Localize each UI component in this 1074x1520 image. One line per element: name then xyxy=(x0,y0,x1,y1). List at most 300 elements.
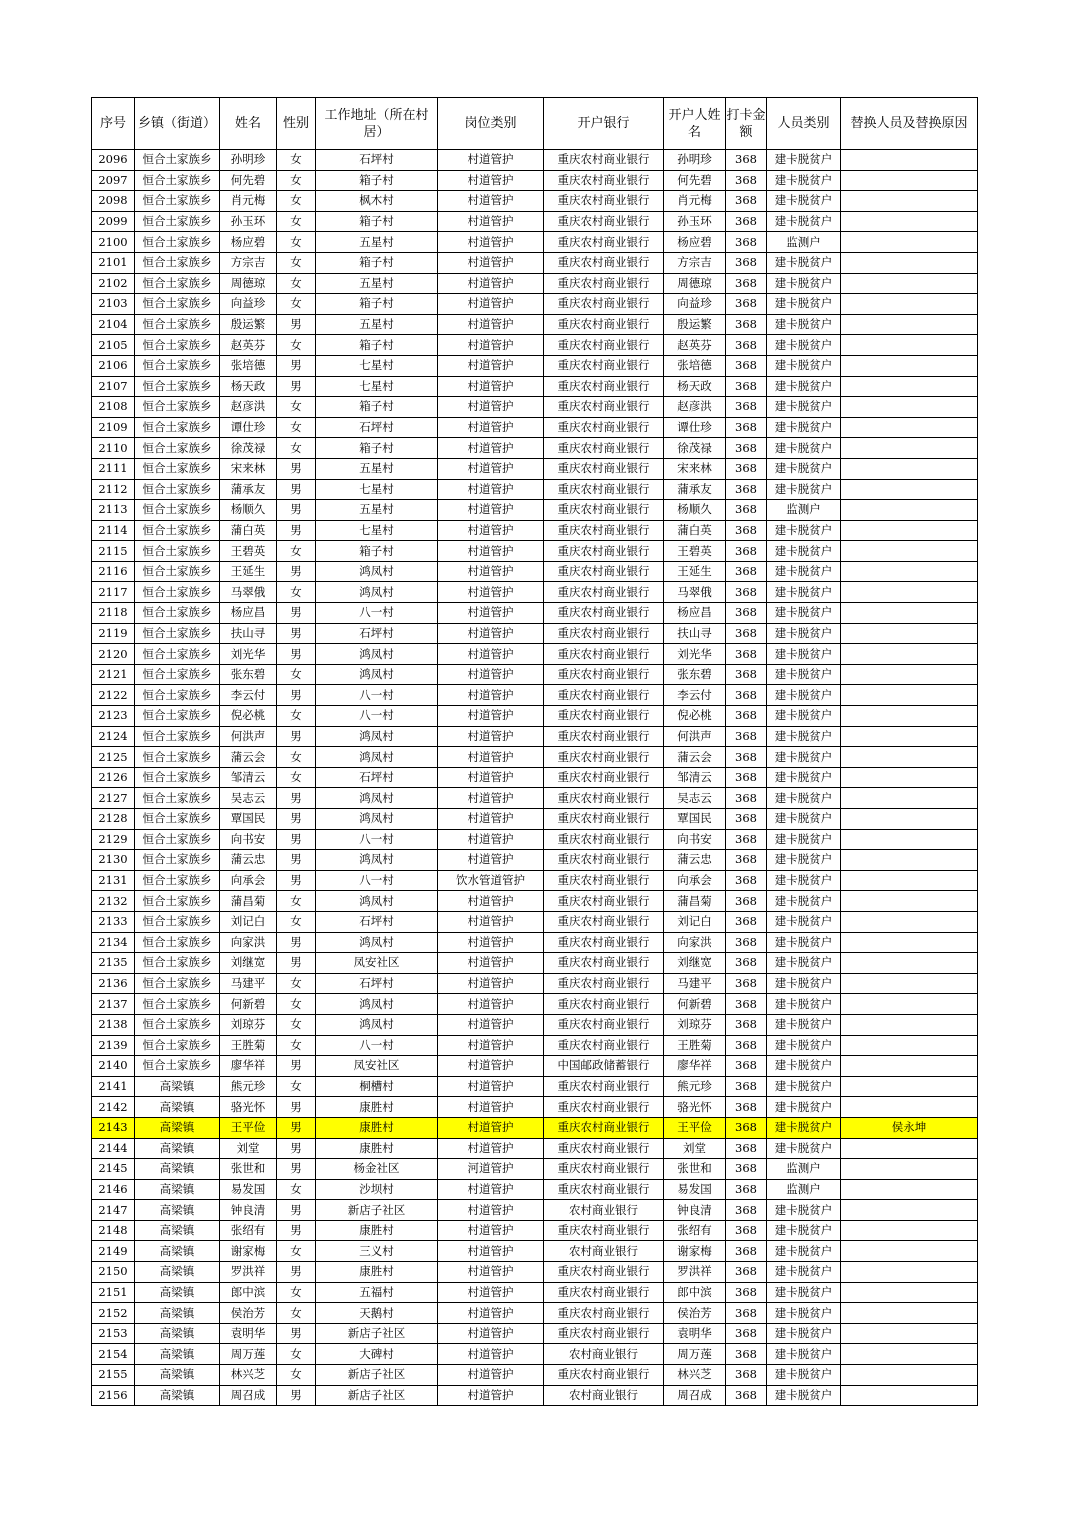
category-cell: 建卡脱贫户 xyxy=(767,1344,841,1365)
holder-cell: 谭仕珍 xyxy=(664,417,726,438)
gender-cell: 女 xyxy=(277,170,316,191)
amount-cell: 368 xyxy=(726,211,767,232)
holder-cell: 张世和 xyxy=(664,1159,726,1180)
table-row xyxy=(92,1262,978,1283)
replacement-cell xyxy=(841,294,978,315)
holder-cell: 侯治芳 xyxy=(664,1303,726,1324)
post-cell: 村道管护 xyxy=(438,829,544,850)
serial-cell: 2106 xyxy=(92,355,135,376)
amount-cell: 368 xyxy=(726,994,767,1015)
replacement-cell xyxy=(841,994,978,1015)
amount-cell: 368 xyxy=(726,1323,767,1344)
replacement-cell xyxy=(841,1097,978,1118)
replacement-cell xyxy=(841,191,978,212)
table-row xyxy=(92,1282,978,1303)
name-cell: 刘堂 xyxy=(220,1138,277,1159)
bank-cell: 重庆农村商业银行 xyxy=(544,706,664,727)
bank-cell: 重庆农村商业银行 xyxy=(544,561,664,582)
amount-cell: 368 xyxy=(726,1056,767,1077)
category-cell: 建卡脱贫户 xyxy=(767,273,841,294)
table-row xyxy=(92,685,978,706)
table-row xyxy=(92,747,978,768)
category-cell: 建卡脱贫户 xyxy=(767,1076,841,1097)
address-cell: 八一村 xyxy=(316,870,438,891)
bank-cell: 重庆农村商业银行 xyxy=(544,314,664,335)
category-cell: 建卡脱贫户 xyxy=(767,335,841,356)
replacement-cell xyxy=(841,726,978,747)
amount-cell: 368 xyxy=(726,973,767,994)
table-header-row xyxy=(92,98,978,150)
bank-cell: 重庆农村商业银行 xyxy=(544,273,664,294)
post-cell: 村道管护 xyxy=(438,994,544,1015)
post-cell: 村道管护 xyxy=(438,458,544,479)
holder-cell: 王延生 xyxy=(664,561,726,582)
gender-cell: 女 xyxy=(277,417,316,438)
holder-cell: 赵英芬 xyxy=(664,335,726,356)
gender-cell: 男 xyxy=(277,561,316,582)
name-cell: 向书安 xyxy=(220,829,277,850)
township-cell: 高梁镇 xyxy=(135,1220,220,1241)
amount-cell: 368 xyxy=(726,1262,767,1283)
category-cell: 建卡脱贫户 xyxy=(767,541,841,562)
table-row xyxy=(92,809,978,830)
post-cell: 饮水管道管护 xyxy=(438,870,544,891)
replacement-cell xyxy=(841,911,978,932)
amount-cell: 368 xyxy=(726,376,767,397)
name-cell: 易发国 xyxy=(220,1179,277,1200)
address-cell: 石坪村 xyxy=(316,623,438,644)
township-cell: 恒合土家族乡 xyxy=(135,479,220,500)
township-cell: 高梁镇 xyxy=(135,1159,220,1180)
replacement-cell xyxy=(841,355,978,376)
replacement-cell xyxy=(841,603,978,624)
serial-cell: 2101 xyxy=(92,252,135,273)
post-cell: 村道管护 xyxy=(438,1365,544,1386)
holder-cell: 马建平 xyxy=(664,973,726,994)
holder-cell: 向家洪 xyxy=(664,932,726,953)
gender-cell: 女 xyxy=(277,911,316,932)
holder-cell: 张绍有 xyxy=(664,1220,726,1241)
amount-cell: 368 xyxy=(726,1220,767,1241)
address-cell: 凤安社区 xyxy=(316,953,438,974)
table-row xyxy=(92,973,978,994)
serial-cell: 2116 xyxy=(92,561,135,582)
gender-cell: 男 xyxy=(277,1200,316,1221)
replacement-cell xyxy=(841,1014,978,1035)
amount-cell: 368 xyxy=(726,829,767,850)
replacement-cell xyxy=(841,211,978,232)
table-row xyxy=(92,1200,978,1221)
holder-cell: 李云付 xyxy=(664,685,726,706)
township-cell: 恒合土家族乡 xyxy=(135,726,220,747)
bank-cell: 重庆农村商业银行 xyxy=(544,1365,664,1386)
name-cell: 蒲昌菊 xyxy=(220,891,277,912)
gender-cell: 女 xyxy=(277,994,316,1015)
gender-cell: 男 xyxy=(277,500,316,521)
bank-cell: 重庆农村商业银行 xyxy=(544,1323,664,1344)
township-cell: 恒合土家族乡 xyxy=(135,788,220,809)
post-cell: 村道管护 xyxy=(438,170,544,191)
address-cell: 天鹅村 xyxy=(316,1303,438,1324)
serial-cell: 2123 xyxy=(92,706,135,727)
township-cell: 恒合土家族乡 xyxy=(135,191,220,212)
name-cell: 罗洪祥 xyxy=(220,1262,277,1283)
holder-cell: 蒲昌菊 xyxy=(664,891,726,912)
header-township: 乡镇（街道） xyxy=(135,98,220,150)
post-cell: 村道管护 xyxy=(438,1014,544,1035)
name-cell: 王延生 xyxy=(220,561,277,582)
bank-cell: 重庆农村商业银行 xyxy=(544,479,664,500)
gender-cell: 女 xyxy=(277,252,316,273)
township-cell: 恒合土家族乡 xyxy=(135,376,220,397)
post-cell: 村道管护 xyxy=(438,623,544,644)
category-cell: 建卡脱贫户 xyxy=(767,1303,841,1324)
category-cell: 建卡脱贫户 xyxy=(767,685,841,706)
replacement-cell xyxy=(841,397,978,418)
replacement-cell xyxy=(841,767,978,788)
gender-cell: 男 xyxy=(277,479,316,500)
post-cell: 村道管护 xyxy=(438,582,544,603)
holder-cell: 廖华祥 xyxy=(664,1056,726,1077)
name-cell: 何先碧 xyxy=(220,170,277,191)
gender-cell: 男 xyxy=(277,1138,316,1159)
township-cell: 高梁镇 xyxy=(135,1138,220,1159)
name-cell: 覃国民 xyxy=(220,809,277,830)
post-cell: 村道管护 xyxy=(438,232,544,253)
category-cell: 建卡脱贫户 xyxy=(767,911,841,932)
bank-cell: 重庆农村商业银行 xyxy=(544,191,664,212)
serial-cell: 2127 xyxy=(92,788,135,809)
post-cell: 村道管护 xyxy=(438,1241,544,1262)
bank-cell: 重庆农村商业银行 xyxy=(544,1303,664,1324)
post-cell: 村道管护 xyxy=(438,644,544,665)
category-cell: 建卡脱贫户 xyxy=(767,1262,841,1283)
gender-cell: 男 xyxy=(277,376,316,397)
replacement-cell xyxy=(841,1344,978,1365)
address-cell: 鸿凤村 xyxy=(316,850,438,871)
replacement-cell xyxy=(841,623,978,644)
name-cell: 袁明华 xyxy=(220,1323,277,1344)
address-cell: 箱子村 xyxy=(316,397,438,418)
gender-cell: 男 xyxy=(277,1262,316,1283)
address-cell: 箱子村 xyxy=(316,252,438,273)
bank-cell: 重庆农村商业银行 xyxy=(544,417,664,438)
table-row xyxy=(92,1365,978,1386)
post-cell: 村道管护 xyxy=(438,561,544,582)
amount-cell: 368 xyxy=(726,1344,767,1365)
post-cell: 村道管护 xyxy=(438,1282,544,1303)
replacement-cell xyxy=(841,850,978,871)
gender-cell: 男 xyxy=(277,1117,316,1138)
gender-cell: 女 xyxy=(277,211,316,232)
holder-cell: 王胜菊 xyxy=(664,1035,726,1056)
name-cell: 周万莲 xyxy=(220,1344,277,1365)
post-cell: 村道管护 xyxy=(438,520,544,541)
amount-cell: 368 xyxy=(726,1241,767,1262)
address-cell: 八一村 xyxy=(316,706,438,727)
category-cell: 建卡脱贫户 xyxy=(767,150,841,171)
gender-cell: 女 xyxy=(277,664,316,685)
bank-cell: 重庆农村商业银行 xyxy=(544,891,664,912)
replacement-cell xyxy=(841,1323,978,1344)
amount-cell: 368 xyxy=(726,397,767,418)
township-cell: 恒合土家族乡 xyxy=(135,953,220,974)
category-cell: 建卡脱贫户 xyxy=(767,788,841,809)
category-cell: 建卡脱贫户 xyxy=(767,767,841,788)
address-cell: 三义村 xyxy=(316,1241,438,1262)
replacement-cell xyxy=(841,458,978,479)
township-cell: 高梁镇 xyxy=(135,1179,220,1200)
table-row xyxy=(92,623,978,644)
bank-cell: 重庆农村商业银行 xyxy=(544,1179,664,1200)
address-cell: 石坪村 xyxy=(316,911,438,932)
amount-cell: 368 xyxy=(726,891,767,912)
bank-cell: 重庆农村商业银行 xyxy=(544,520,664,541)
table-row xyxy=(92,994,978,1015)
amount-cell: 368 xyxy=(726,355,767,376)
serial-cell: 2144 xyxy=(92,1138,135,1159)
address-cell: 康胜村 xyxy=(316,1097,438,1118)
serial-cell: 2136 xyxy=(92,973,135,994)
township-cell: 恒合土家族乡 xyxy=(135,582,220,603)
gender-cell: 女 xyxy=(277,1282,316,1303)
serial-cell: 2131 xyxy=(92,870,135,891)
category-cell: 建卡脱贫户 xyxy=(767,1014,841,1035)
address-cell: 八一村 xyxy=(316,1035,438,1056)
township-cell: 恒合土家族乡 xyxy=(135,1014,220,1035)
category-cell: 建卡脱贫户 xyxy=(767,1200,841,1221)
header-person-category: 人员类别 xyxy=(767,98,841,150)
township-cell: 恒合土家族乡 xyxy=(135,170,220,191)
bank-cell: 重庆农村商业银行 xyxy=(544,438,664,459)
serial-cell: 2096 xyxy=(92,150,135,171)
replacement-cell xyxy=(841,479,978,500)
post-cell: 村道管护 xyxy=(438,747,544,768)
township-cell: 恒合土家族乡 xyxy=(135,685,220,706)
gender-cell: 女 xyxy=(277,1014,316,1035)
category-cell: 建卡脱贫户 xyxy=(767,252,841,273)
gender-cell: 女 xyxy=(277,1365,316,1386)
gender-cell: 男 xyxy=(277,809,316,830)
replacement-cell xyxy=(841,706,978,727)
address-cell: 石坪村 xyxy=(316,417,438,438)
name-cell: 扶山寻 xyxy=(220,623,277,644)
address-cell: 鸿凤村 xyxy=(316,788,438,809)
serial-cell: 2156 xyxy=(92,1385,135,1406)
header-name: 姓名 xyxy=(220,98,277,150)
township-cell: 高梁镇 xyxy=(135,1241,220,1262)
gender-cell: 男 xyxy=(277,1056,316,1077)
address-cell: 康胜村 xyxy=(316,1262,438,1283)
table-row xyxy=(92,870,978,891)
roster-sheet xyxy=(91,97,977,1406)
address-cell: 石坪村 xyxy=(316,767,438,788)
category-cell: 建卡脱贫户 xyxy=(767,809,841,830)
holder-cell: 肖元梅 xyxy=(664,191,726,212)
name-cell: 向益珍 xyxy=(220,294,277,315)
bank-cell: 重庆农村商业银行 xyxy=(544,376,664,397)
serial-cell: 2112 xyxy=(92,479,135,500)
replacement-cell xyxy=(841,1056,978,1077)
township-cell: 恒合土家族乡 xyxy=(135,870,220,891)
holder-cell: 孙玉环 xyxy=(664,211,726,232)
serial-cell: 2129 xyxy=(92,829,135,850)
header-account-holder: 开户人姓名 xyxy=(664,98,726,150)
address-cell: 沙坝村 xyxy=(316,1179,438,1200)
post-cell: 村道管护 xyxy=(438,1138,544,1159)
township-cell: 高梁镇 xyxy=(135,1117,220,1138)
table-row xyxy=(92,458,978,479)
amount-cell: 368 xyxy=(726,150,767,171)
address-cell: 鸿凤村 xyxy=(316,582,438,603)
post-cell: 村道管护 xyxy=(438,1097,544,1118)
amount-cell: 368 xyxy=(726,726,767,747)
address-cell: 鸿凤村 xyxy=(316,747,438,768)
category-cell: 建卡脱贫户 xyxy=(767,706,841,727)
category-cell: 建卡脱贫户 xyxy=(767,561,841,582)
table-row xyxy=(92,376,978,397)
bank-cell: 重庆农村商业银行 xyxy=(544,644,664,665)
address-cell: 新店子社区 xyxy=(316,1200,438,1221)
category-cell: 建卡脱贫户 xyxy=(767,582,841,603)
serial-cell: 2098 xyxy=(92,191,135,212)
township-cell: 恒合土家族乡 xyxy=(135,664,220,685)
replacement-cell xyxy=(841,747,978,768)
serial-cell: 2149 xyxy=(92,1241,135,1262)
amount-cell: 368 xyxy=(726,541,767,562)
replacement-cell xyxy=(841,561,978,582)
post-cell: 村道管护 xyxy=(438,1385,544,1406)
category-cell: 建卡脱贫户 xyxy=(767,973,841,994)
post-cell: 村道管护 xyxy=(438,191,544,212)
amount-cell: 368 xyxy=(726,767,767,788)
category-cell: 建卡脱贫户 xyxy=(767,1097,841,1118)
name-cell: 何新碧 xyxy=(220,994,277,1015)
address-cell: 新店子社区 xyxy=(316,1365,438,1386)
address-cell: 八一村 xyxy=(316,829,438,850)
bank-cell: 重庆农村商业银行 xyxy=(544,870,664,891)
post-cell: 村道管护 xyxy=(438,438,544,459)
name-cell: 向家洪 xyxy=(220,932,277,953)
address-cell: 五星村 xyxy=(316,458,438,479)
holder-cell: 易发国 xyxy=(664,1179,726,1200)
category-cell: 建卡脱贫户 xyxy=(767,1282,841,1303)
holder-cell: 熊元珍 xyxy=(664,1076,726,1097)
gender-cell: 女 xyxy=(277,232,316,253)
amount-cell: 368 xyxy=(726,1076,767,1097)
gender-cell: 男 xyxy=(277,458,316,479)
gender-cell: 女 xyxy=(277,150,316,171)
address-cell: 七星村 xyxy=(316,479,438,500)
amount-cell: 368 xyxy=(726,232,767,253)
name-cell: 谭仕珍 xyxy=(220,417,277,438)
table-row xyxy=(92,150,978,171)
name-cell: 徐茂禄 xyxy=(220,438,277,459)
name-cell: 马建平 xyxy=(220,973,277,994)
township-cell: 恒合土家族乡 xyxy=(135,973,220,994)
category-cell: 建卡脱贫户 xyxy=(767,211,841,232)
serial-cell: 2117 xyxy=(92,582,135,603)
township-cell: 恒合土家族乡 xyxy=(135,438,220,459)
address-cell: 五星村 xyxy=(316,314,438,335)
post-cell: 村道管护 xyxy=(438,685,544,706)
post-cell: 村道管护 xyxy=(438,252,544,273)
name-cell: 侯治芳 xyxy=(220,1303,277,1324)
gender-cell: 女 xyxy=(277,973,316,994)
name-cell: 钟良清 xyxy=(220,1200,277,1221)
township-cell: 恒合土家族乡 xyxy=(135,829,220,850)
replacement-cell xyxy=(841,520,978,541)
post-cell: 村道管护 xyxy=(438,603,544,624)
table-row xyxy=(92,314,978,335)
name-cell: 李云付 xyxy=(220,685,277,706)
holder-cell: 周召成 xyxy=(664,1385,726,1406)
post-cell: 村道管护 xyxy=(438,911,544,932)
holder-cell: 林兴芝 xyxy=(664,1365,726,1386)
post-cell: 村道管护 xyxy=(438,1076,544,1097)
replacement-cell xyxy=(841,1303,978,1324)
serial-cell: 2105 xyxy=(92,335,135,356)
gender-cell: 女 xyxy=(277,397,316,418)
category-cell: 建卡脱贫户 xyxy=(767,1035,841,1056)
category-cell: 建卡脱贫户 xyxy=(767,623,841,644)
post-cell: 河道管护 xyxy=(438,1159,544,1180)
serial-cell: 2141 xyxy=(92,1076,135,1097)
replacement-cell xyxy=(841,232,978,253)
holder-cell: 周万莲 xyxy=(664,1344,726,1365)
category-cell: 建卡脱贫户 xyxy=(767,170,841,191)
township-cell: 恒合土家族乡 xyxy=(135,273,220,294)
holder-cell: 蒲承友 xyxy=(664,479,726,500)
roster-table xyxy=(91,97,978,1406)
amount-cell: 368 xyxy=(726,458,767,479)
name-cell: 肖元梅 xyxy=(220,191,277,212)
gender-cell: 女 xyxy=(277,767,316,788)
township-cell: 恒合土家族乡 xyxy=(135,706,220,727)
post-cell: 村道管护 xyxy=(438,850,544,871)
table-row xyxy=(92,1035,978,1056)
bank-cell: 重庆农村商业银行 xyxy=(544,809,664,830)
holder-cell: 覃国民 xyxy=(664,809,726,830)
table-row xyxy=(92,932,978,953)
amount-cell: 368 xyxy=(726,335,767,356)
header-work-address: 工作地址（所在村居） xyxy=(316,98,438,150)
holder-cell: 袁明华 xyxy=(664,1323,726,1344)
bank-cell: 重庆农村商业银行 xyxy=(544,994,664,1015)
amount-cell: 368 xyxy=(726,500,767,521)
table-row xyxy=(92,232,978,253)
category-cell: 建卡脱贫户 xyxy=(767,829,841,850)
replacement-cell xyxy=(841,973,978,994)
table-row xyxy=(92,561,978,582)
table-row xyxy=(92,294,978,315)
gender-cell: 男 xyxy=(277,829,316,850)
name-cell: 张东碧 xyxy=(220,664,277,685)
replacement-cell xyxy=(841,335,978,356)
post-cell: 村道管护 xyxy=(438,211,544,232)
serial-cell: 2113 xyxy=(92,500,135,521)
gender-cell: 女 xyxy=(277,747,316,768)
name-cell: 刘光华 xyxy=(220,644,277,665)
table-body xyxy=(92,150,978,1406)
township-cell: 高梁镇 xyxy=(135,1200,220,1221)
address-cell: 箱子村 xyxy=(316,211,438,232)
amount-cell: 368 xyxy=(726,252,767,273)
replacement-cell xyxy=(841,1179,978,1200)
header-serial-number: 序号 xyxy=(92,98,135,150)
serial-cell: 2099 xyxy=(92,211,135,232)
gender-cell: 男 xyxy=(277,932,316,953)
